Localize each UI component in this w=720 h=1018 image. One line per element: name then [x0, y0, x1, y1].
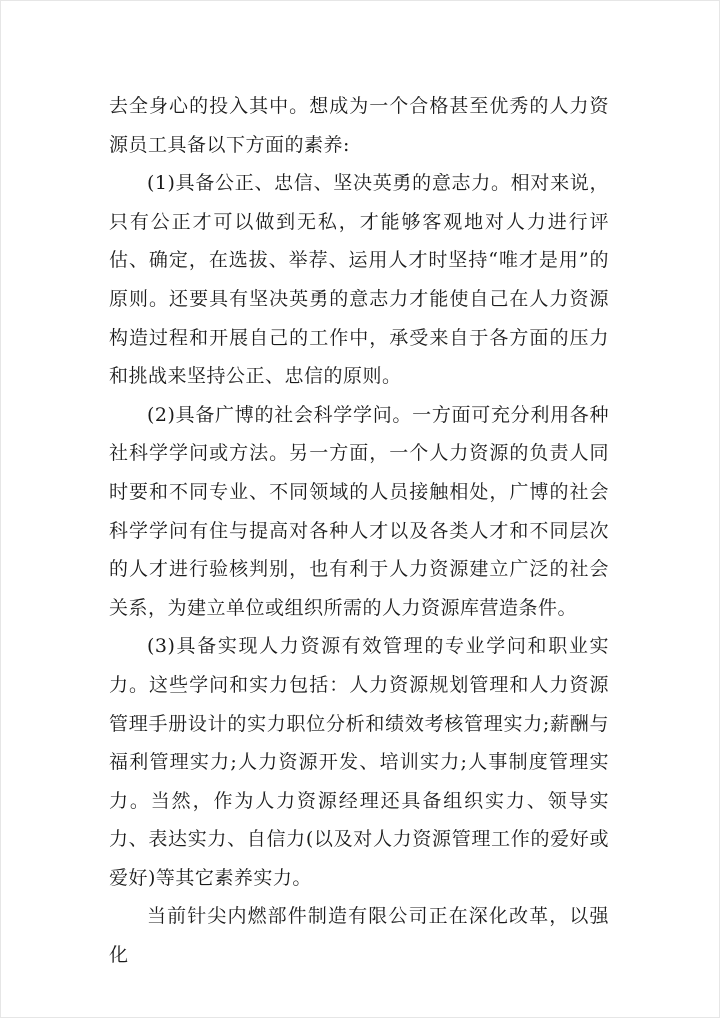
paragraph: (3)具备实现人力资源有效管理的专业学问和职业实力。这些学问和实力包括：人力资源规划管理和人力资源管理手册设计的实力职位分析和绩效考核管理实力;薪酬与福利管理实力;人力资源开发、培训实力;人事制度管理实力。当然，作为人力资源经理还具备组织实力、领导实力、表达实力、自信力(以及对人力资源管理工作的爱好或爱好)等其它素养实力。: [109, 635, 609, 889]
paragraph: 去全身心的投入其中。想成为一个合格甚至优秀的人力资源员工具备以下方面的素养:: [109, 95, 609, 156]
paragraph: (2)具备广博的社会科学学问。一方面可充分利用各种社科学学问或方法。另一方面，一个人力资源的负责人同时要和不同专业、不同领域的人员接触相处，广博的社会科学学问有住与提高对各种人才以及各类人才和不同层次的人才进行验核判别，也有利于人力资源建立广泛的社会关系，为建立单位或组织所需的人力资源库营造条件。: [109, 403, 609, 619]
paragraph: 当前针尖内燃部件制造有限公司正在深化改革，以强化: [109, 905, 609, 967]
document-body: [109, 87, 609, 975]
paragraph: (1)具备公正、忠信、坚决英勇的意志力。相对来说，只有公正才可以做到无私，才能够客观地对人力进行评估、确定，在选拔、举荐、运用人才时坚持“唯才是用”的原则。还要具有坚决英勇的意志力才能使自己在人力资源构造过程和开展自己的工作中，承受来自于各方面的压力和挑战来坚持公正、忠信的原则。: [109, 172, 609, 388]
